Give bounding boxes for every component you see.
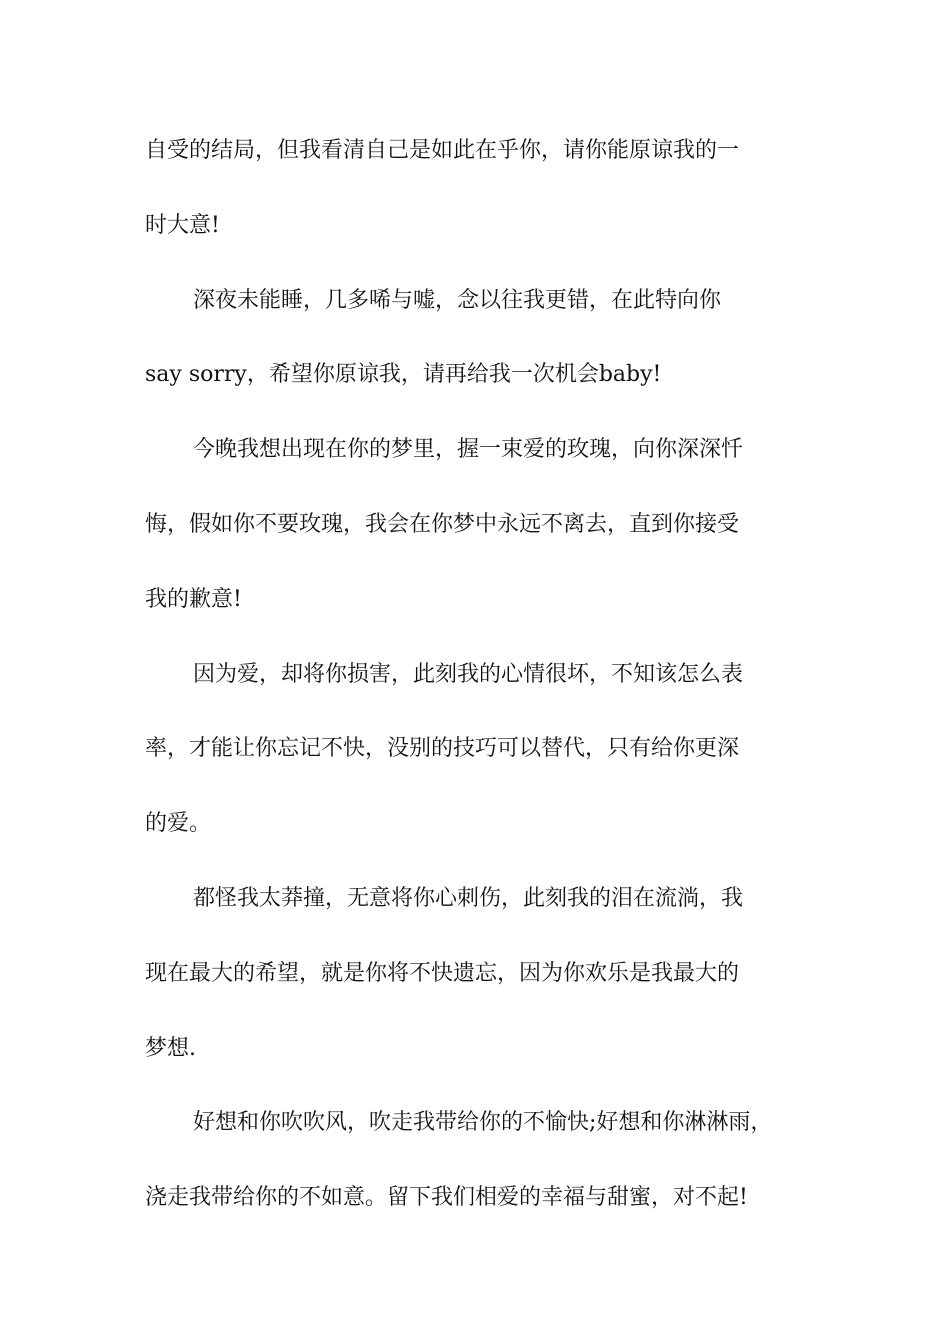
- paragraph-start-line: 都怪我太莽撞，无意将你心刺伤，此刻我的泪在流淌，我: [193, 885, 744, 911]
- text-line: 梦想.: [145, 1035, 196, 1061]
- text-line: 自受的结局，但我看清自己是如此在乎你，请你能原谅我的一: [145, 138, 740, 163]
- paragraph-start-line: 因为爱，却将你损害，此刻我的心情很坏，不知该怎么表: [193, 661, 744, 687]
- document-body: [145, 114, 835, 1236]
- paragraph-start-line: 深夜未能睡，几多唏与嘘，念以往我更错，在此特向你: [193, 287, 722, 313]
- text-line: 悔，假如你不要玫瑰，我会在你梦中永远不离去，直到你接受: [145, 511, 740, 537]
- text-line: 现在最大的希望，就是你将不快遗忘，因为你欢乐是我最大的: [145, 960, 740, 986]
- paragraph-start-line: 好想和你吹吹风，吹走我带给你的不愉快;好想和你淋淋雨，: [193, 1110, 773, 1136]
- text-line: say sorry，希望你原谅我，请再给我一次机会baby!: [145, 362, 662, 388]
- text-line: 浇走我带给你的不如意。留下我们相爱的幸福与甜蜜，对不起!: [145, 1185, 748, 1211]
- text-line: 率，才能让你忘记不快，没别的技巧可以替代，只有给你更深: [145, 736, 740, 762]
- text-line: 时大意!: [145, 212, 220, 238]
- text-line: 我的歉意!: [145, 586, 242, 612]
- text-line: 的爱。: [145, 811, 212, 837]
- paragraph-start-line: 今晚我想出现在你的梦里，握一束爱的玫瑰，向你深深忏: [193, 437, 744, 463]
